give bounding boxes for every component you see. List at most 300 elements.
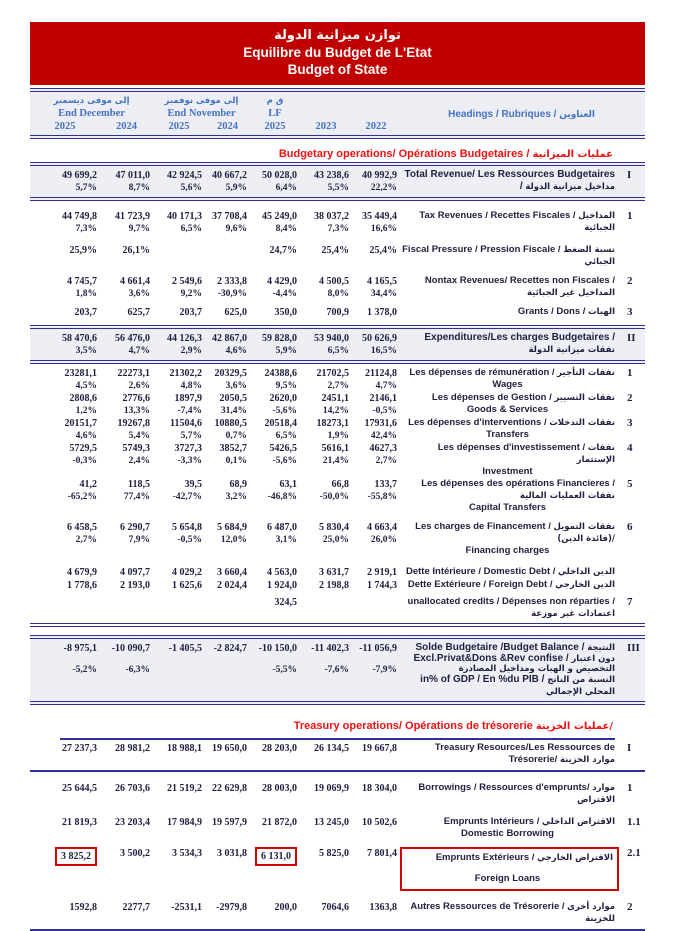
row-label-main xyxy=(400,596,615,620)
value-cell xyxy=(100,478,153,503)
column-group-2022 xyxy=(352,96,400,120)
row-label-main xyxy=(400,816,615,828)
percent: 2,7% xyxy=(327,381,349,391)
percent: 2,7% xyxy=(75,535,97,545)
end-november-arabic: إلى موفى نوفمبر xyxy=(164,96,239,106)
value-cell xyxy=(352,392,400,417)
percent: 0,1% xyxy=(225,456,247,466)
value xyxy=(153,596,202,609)
value-cell xyxy=(250,847,300,866)
value: 2 193,0 xyxy=(120,580,150,591)
value: -11 056,9 xyxy=(359,643,397,654)
row-number: 3 xyxy=(627,417,633,429)
row-label xyxy=(400,332,619,356)
table-row xyxy=(30,901,645,931)
value: 24388,6 xyxy=(264,368,297,379)
value-cell xyxy=(352,275,400,300)
value: -8 975,1 xyxy=(63,643,97,654)
percent: 5,5% xyxy=(327,183,349,193)
value: 2451,1 xyxy=(321,393,349,404)
label-latin: Les dépenses des opérations Financieres / xyxy=(421,478,615,489)
value: 38 037,2 xyxy=(314,211,349,222)
value: 5 654,8 xyxy=(172,522,202,533)
end-december-label: End December xyxy=(58,108,125,119)
value: 68,9 xyxy=(229,479,247,490)
percent: 4,6% xyxy=(225,346,247,356)
row-label-main xyxy=(400,275,615,299)
value: 200,0 xyxy=(274,902,297,913)
value: 18273,1 xyxy=(316,418,349,429)
percent: 7,3% xyxy=(327,224,349,234)
percent: 8,0% xyxy=(327,289,349,299)
percent: 1,9% xyxy=(327,431,349,441)
value: 4 097,7 xyxy=(120,567,150,578)
value-cell xyxy=(153,579,205,592)
label-latin: Borrowings / Ressources d'emprunts/ xyxy=(418,782,590,793)
label3-latin: in% of GDP / En %du PIB / xyxy=(420,674,545,685)
value: 6 290,7 xyxy=(120,522,150,533)
label-latin: Tax Revenues / Recettes Fiscales / xyxy=(419,210,576,221)
value-cell xyxy=(352,367,400,392)
value: 49 699,2 xyxy=(62,170,97,181)
value-cell xyxy=(30,367,100,392)
label-arabic: اعتمادات غير موزعة xyxy=(531,609,615,619)
row-number: I xyxy=(627,742,632,754)
value: 1 625,6 xyxy=(172,580,202,591)
value: 133,7 xyxy=(374,479,397,490)
value-cell xyxy=(250,332,300,357)
value: 350,0 xyxy=(274,307,297,318)
value-cell xyxy=(30,244,100,257)
banner-title-arabic: توازن ميزانية الدولة xyxy=(274,28,401,43)
row-label-line2 xyxy=(400,654,615,674)
value-cell xyxy=(100,210,153,235)
value-cell xyxy=(205,566,250,579)
row-label xyxy=(400,847,619,891)
value-cell xyxy=(205,642,250,676)
percent: -55,8% xyxy=(367,492,397,502)
value: 1592,8 xyxy=(69,902,97,913)
lf-arabic: ق م xyxy=(266,96,284,106)
table-row xyxy=(30,244,645,268)
table-row xyxy=(30,417,645,442)
percent: 4,6% xyxy=(75,431,97,441)
row-label-main xyxy=(400,579,615,591)
value: 2277,7 xyxy=(122,902,150,913)
percent: 1,2% xyxy=(75,406,97,416)
value: 59 828,0 xyxy=(262,333,297,344)
value: 1 744,3 xyxy=(367,580,397,591)
row-label-sub: Goods & Services xyxy=(466,404,549,415)
row-number: 3 xyxy=(627,306,633,318)
value-cell xyxy=(352,521,400,546)
lf-label: LF xyxy=(268,108,282,119)
label-arabic: الهبات xyxy=(588,307,615,317)
label-latin: Dette Intérieure / Domestic Debt / xyxy=(406,566,556,577)
value-cell xyxy=(205,306,250,319)
value-cell xyxy=(205,816,250,829)
value: 20329,5 xyxy=(214,368,247,379)
value: 6 458,5 xyxy=(67,522,97,533)
headings-arabic: العناوين xyxy=(559,109,595,120)
value-cell xyxy=(352,417,400,442)
value-cell xyxy=(30,782,100,795)
percent: -30,9% xyxy=(217,289,247,299)
value: 21 819,3 xyxy=(62,817,97,828)
percent: 3,2% xyxy=(225,492,247,502)
row-number: 2.1 xyxy=(627,847,641,859)
value-cell xyxy=(30,642,100,676)
value: 118,5 xyxy=(128,479,150,490)
end-december-arabic: إلى موفى ديسمبر xyxy=(53,96,130,106)
value-cell xyxy=(250,442,300,467)
label3-arabic: النسبة من الناتج المحلي الإجمالي xyxy=(545,675,615,697)
value: 19 667,8 xyxy=(362,743,397,754)
value-cell xyxy=(153,332,205,357)
value: 27 237,3 xyxy=(62,743,97,754)
row-number: 2 xyxy=(627,275,633,287)
row-label xyxy=(400,742,619,766)
value: 3 534,3 xyxy=(172,848,202,859)
value-cell xyxy=(205,275,250,300)
value-cell xyxy=(30,275,100,300)
value: 26,1% xyxy=(122,245,150,256)
table-row xyxy=(30,816,645,840)
percent: -3,3% xyxy=(177,456,202,466)
value-cell xyxy=(250,275,300,300)
value-cell xyxy=(153,816,205,829)
year-labels-row xyxy=(30,120,400,133)
value: 17 984,9 xyxy=(167,817,202,828)
percent: 8,7% xyxy=(128,183,150,193)
percent: 34,4% xyxy=(370,289,397,299)
percent: -42,7% xyxy=(172,492,202,502)
row-label xyxy=(400,392,619,416)
row-label xyxy=(400,901,619,925)
row-label xyxy=(400,244,619,268)
value-cell xyxy=(300,367,352,392)
value-cell xyxy=(300,417,352,442)
value-cell xyxy=(300,392,352,417)
year-label: 2023 xyxy=(315,121,337,132)
percent: 22,2% xyxy=(370,183,397,193)
value-cell xyxy=(300,332,352,357)
percent: -7,9% xyxy=(372,665,397,675)
value-cell xyxy=(250,816,300,829)
value: 56 476,0 xyxy=(115,333,150,344)
percent: -5,6% xyxy=(272,406,297,416)
table-row xyxy=(30,325,645,364)
value-cell xyxy=(100,244,153,257)
percent: 5,9% xyxy=(275,346,297,356)
percent: 6,5% xyxy=(275,431,297,441)
section-title-latin: Treasury operations/ Opérations de trésorerie xyxy=(293,720,533,732)
percent: 16,5% xyxy=(370,346,397,356)
table-row xyxy=(30,275,645,300)
label-arabic: المداخيل غير الجبائية xyxy=(526,288,615,298)
value: 19 650,0 xyxy=(212,743,247,754)
label-latin: Expenditures/Les charges Budgetaires / xyxy=(424,332,615,343)
percent: 4,7% xyxy=(128,346,150,356)
value-cell xyxy=(352,579,400,592)
value: 23 203,4 xyxy=(115,817,150,828)
value: -2979,8 xyxy=(216,902,247,913)
table-row xyxy=(30,596,645,627)
label-latin: unallocated credits / Dépenses non réparties / xyxy=(407,596,615,607)
document-title-banner xyxy=(30,22,645,85)
table-row xyxy=(30,782,645,806)
percent: -46,8% xyxy=(267,492,297,502)
value-cell xyxy=(352,244,400,257)
value-cell xyxy=(153,442,205,467)
value: 21702,5 xyxy=(316,368,349,379)
value: 26 134,5 xyxy=(314,743,349,754)
percent: 8,4% xyxy=(275,224,297,234)
value: 22273,1 xyxy=(117,368,150,379)
value: 40 171,3 xyxy=(167,211,202,222)
value-cell xyxy=(352,596,400,609)
table-row xyxy=(30,210,645,235)
label-latin: Les charges de Financement / xyxy=(415,521,551,532)
value-cell xyxy=(153,367,205,392)
row-label xyxy=(400,596,619,620)
value-cell xyxy=(100,816,153,829)
percent: -7,6% xyxy=(324,665,349,675)
value-cell xyxy=(250,579,300,592)
value: 25 644,5 xyxy=(62,783,97,794)
percent: -0,3% xyxy=(72,456,97,466)
percent: 3,5% xyxy=(75,346,97,356)
value-cell xyxy=(205,169,250,194)
row-label-sub: Wages xyxy=(492,379,523,390)
value xyxy=(250,847,297,866)
value: 21 872,0 xyxy=(262,817,297,828)
value: 42 924,5 xyxy=(167,170,202,181)
row-label-sub: Transfers xyxy=(486,429,529,440)
percent: 0,7% xyxy=(225,431,247,441)
value: -2531,1 xyxy=(171,902,202,913)
row-label-main xyxy=(400,306,615,318)
value: 10880,5 xyxy=(214,418,247,429)
banner-title-english: Budget of State xyxy=(287,62,388,77)
label-latin: Emprunts Intérieurs / xyxy=(443,816,540,827)
table-row xyxy=(30,442,645,478)
value: 7064,6 xyxy=(321,902,349,913)
value: 22 629,8 xyxy=(212,783,247,794)
label-latin: Treasury Resources/Les Ressources de Trésorerie/ xyxy=(434,742,615,765)
row-label-main xyxy=(400,244,615,268)
value-cell xyxy=(100,521,153,546)
year-label: 2025 xyxy=(54,121,76,132)
table-row xyxy=(30,566,645,579)
value-cell xyxy=(153,566,205,579)
percent xyxy=(205,664,247,676)
value-cell xyxy=(250,210,300,235)
value-cell xyxy=(30,392,100,417)
row-label-main xyxy=(400,392,615,404)
value: 19 597,9 xyxy=(212,817,247,828)
row-label-sub: Domestic Borrowing xyxy=(461,828,554,839)
value-cell xyxy=(352,478,400,503)
label2-latin: Excl.Privat&Dons &Rev confise / xyxy=(413,653,569,664)
percent: 4,7% xyxy=(375,381,397,391)
value-cell xyxy=(153,642,205,676)
value: 47 011,0 xyxy=(115,170,150,181)
value: 50 028,0 xyxy=(262,170,297,181)
percent: 9,5% xyxy=(275,381,297,391)
percent: -0,5% xyxy=(372,406,397,416)
row-number: 1.1 xyxy=(627,816,641,828)
value: 5616,1 xyxy=(321,443,349,454)
value-cell xyxy=(153,417,205,442)
row-number: 1 xyxy=(627,367,633,379)
percent: -5,6% xyxy=(272,456,297,466)
row-label-main xyxy=(400,169,615,193)
value-cell xyxy=(300,816,352,829)
value-cell xyxy=(300,306,352,319)
value-cell xyxy=(30,579,100,592)
value-cell xyxy=(30,478,100,503)
column-group-2023 xyxy=(300,96,352,120)
label-latin: Solde Budgetaire /Budget Balance / xyxy=(415,642,585,653)
value: 53 940,0 xyxy=(314,333,349,344)
value-cell xyxy=(250,392,300,417)
value-cell xyxy=(205,521,250,546)
value-cell xyxy=(250,169,300,194)
row-label-main xyxy=(400,478,615,502)
value: 1 778,6 xyxy=(67,580,97,591)
value-cell xyxy=(205,478,250,503)
value: 4 500,5 xyxy=(319,276,349,287)
value-cell xyxy=(352,169,400,194)
label-latin: Fiscal Pressure / Pression Fiscale / xyxy=(402,244,561,255)
percent: 16,6% xyxy=(370,224,397,234)
value: 2808,6 xyxy=(69,393,97,404)
percent: 5,9% xyxy=(225,183,247,193)
percent: 1,8% xyxy=(75,289,97,299)
label-arabic: نفقات التمويل (فائدة الدين)/ xyxy=(553,522,615,544)
value-cell xyxy=(153,210,205,235)
value-cell xyxy=(153,244,205,257)
value: 26 703,6 xyxy=(115,783,150,794)
row-number: 2 xyxy=(627,392,633,404)
value-cell xyxy=(30,210,100,235)
table-row xyxy=(30,162,645,201)
percent xyxy=(153,664,202,676)
row-label-main xyxy=(400,521,615,545)
value: 39,5 xyxy=(184,479,202,490)
highlight-box: 6 131,0 xyxy=(255,847,297,866)
value-cell xyxy=(352,782,400,795)
value: 23281,1 xyxy=(64,368,97,379)
value-cell xyxy=(100,392,153,417)
value-cell xyxy=(300,566,352,579)
table-row xyxy=(30,579,645,592)
label-arabic: الدين الخارجي xyxy=(555,580,615,590)
percent: 3,6% xyxy=(128,289,150,299)
year-label: 2025 xyxy=(168,121,190,132)
value-cell xyxy=(352,566,400,579)
percent: 7,9% xyxy=(128,535,150,545)
value: 66,8 xyxy=(331,479,349,490)
value: 41,2 xyxy=(79,479,97,490)
table-row xyxy=(30,847,645,891)
row-label xyxy=(400,579,619,591)
value-cell xyxy=(205,332,250,357)
row-label xyxy=(400,367,619,391)
value: 5 825,0 xyxy=(319,848,349,859)
value-cell xyxy=(300,521,352,546)
label-arabic: مداخيل ميزانية الدولة xyxy=(525,182,615,192)
row-label xyxy=(400,169,619,193)
percent: 4,8% xyxy=(180,381,202,391)
row-label-line3 xyxy=(400,674,615,698)
percent: 14,2% xyxy=(322,406,349,416)
value-cell xyxy=(205,901,250,914)
percent: 9,6% xyxy=(225,224,247,234)
value: 11504,6 xyxy=(170,418,202,429)
table-row xyxy=(30,367,645,392)
value-cell xyxy=(153,742,205,755)
value xyxy=(100,596,150,609)
value: 10 502,6 xyxy=(362,817,397,828)
year-label: 2022 xyxy=(365,121,387,132)
value xyxy=(205,596,247,609)
value-cell xyxy=(300,275,352,300)
label-latin: Autres Ressources de Trésorerie / xyxy=(410,901,565,912)
value-cell xyxy=(100,901,153,914)
row-label-main xyxy=(400,367,615,379)
value: 3 500,2 xyxy=(120,848,150,859)
value-cell xyxy=(205,367,250,392)
value: 19 069,9 xyxy=(314,783,349,794)
value-cell xyxy=(300,847,352,860)
label-latin: Les dépenses d'interventions / xyxy=(408,417,547,428)
value: 18 304,0 xyxy=(362,783,397,794)
value-cell xyxy=(205,244,250,257)
label-arabic: الدين الداخلي xyxy=(558,567,615,577)
value: 21302,2 xyxy=(169,368,202,379)
label-latin: Emprunts Extérieurs / xyxy=(435,852,535,863)
row-label xyxy=(400,782,619,806)
value-cell xyxy=(352,210,400,235)
value-cell xyxy=(250,478,300,503)
row-label xyxy=(400,521,619,557)
value: 2146,1 xyxy=(369,393,397,404)
percent: 7,3% xyxy=(75,224,97,234)
value-cell xyxy=(100,306,153,319)
value: 44 749,8 xyxy=(62,211,97,222)
value: 1 924,0 xyxy=(267,580,297,591)
label-latin: Les dépenses d'investissement / xyxy=(437,442,586,453)
section-title-arabic: عمليات الخزينة/ xyxy=(535,721,613,732)
row-number: 5 xyxy=(627,478,633,490)
value: 3 031,8 xyxy=(217,848,247,859)
value-cell xyxy=(300,642,352,676)
value: 4 663,4 xyxy=(367,522,397,533)
percent: 77,4% xyxy=(123,492,150,502)
value-cell xyxy=(352,742,400,755)
value-cell xyxy=(30,847,100,866)
value: 21 519,2 xyxy=(167,783,202,794)
percent: -7,4% xyxy=(177,406,202,416)
value: 2 919,1 xyxy=(367,567,397,578)
value xyxy=(352,596,397,609)
table-row xyxy=(30,392,645,417)
value-cell xyxy=(30,742,100,755)
value: 3727,3 xyxy=(174,443,202,454)
percent: -50,0% xyxy=(319,492,349,502)
